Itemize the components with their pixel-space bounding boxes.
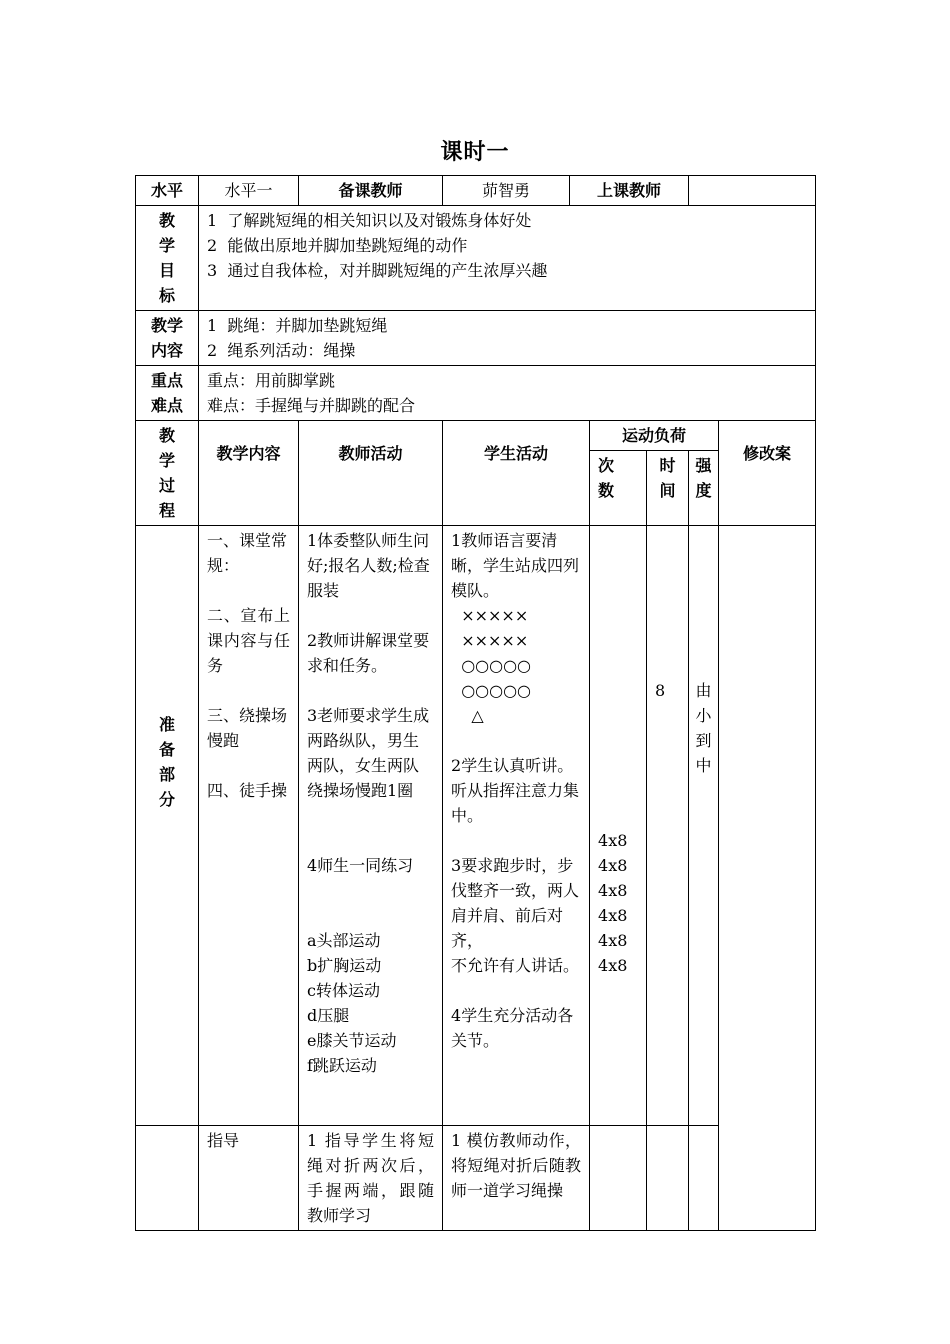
objectives-row bbox=[136, 206, 816, 311]
revision-header: 修改案 bbox=[719, 421, 816, 526]
keypoint-item: 难点：手握绳与并脚跳的配合 bbox=[207, 396, 416, 415]
objective-item: 3 通过自我体检，对并脚跳短绳的产生浓厚兴趣 bbox=[207, 261, 548, 280]
times-value: 4x8 bbox=[598, 931, 628, 950]
student-step: 3要求跑步时，步伐整齐一致，两人肩并肩、前后对齐， bbox=[451, 856, 580, 950]
content-label: 教学 内容 bbox=[136, 311, 199, 366]
prep-row bbox=[136, 526, 816, 1126]
header-row bbox=[136, 176, 816, 206]
teacher-activity-header: 教师活动 bbox=[299, 421, 443, 526]
content-list bbox=[199, 311, 816, 366]
guide-student-activity: 1 模仿教师动作，将短绳对折后随教师一道学习绳操 bbox=[443, 1126, 590, 1231]
prep-duration bbox=[647, 526, 689, 1126]
keypoints-label: 重点 难点 bbox=[136, 366, 199, 421]
lesson-title: 课时一 bbox=[440, 139, 510, 165]
times-header: 次 数 bbox=[590, 451, 647, 526]
prep-content bbox=[199, 526, 299, 1126]
formation-row: △ bbox=[451, 706, 484, 725]
prep-student-activity bbox=[443, 526, 590, 1126]
student-step: 2学生认真听讲。听从指挥注意力集中。 bbox=[451, 756, 580, 825]
exercise-item: f跳跃运动 bbox=[307, 1056, 377, 1075]
load-header: 运动负荷 bbox=[590, 421, 719, 451]
class-teacher-label: 上课教师 bbox=[570, 176, 689, 206]
formation-row: ××××× bbox=[451, 631, 529, 650]
teacher-step: 绕操场慢跑1圈 bbox=[307, 781, 414, 800]
times-value: 4x8 bbox=[598, 856, 628, 875]
prep-content-item: 一、课堂常规： bbox=[207, 531, 288, 575]
student-step: 1教师语言要清晰，学生站成四列模队。 bbox=[451, 531, 580, 600]
exercise-item: c转体运动 bbox=[307, 981, 380, 1000]
teacher-step: 3老师要求学生成两路纵队，男生两队，女生两队 bbox=[307, 706, 430, 775]
keypoint-item: 重点：用前脚掌跳 bbox=[207, 371, 336, 390]
level-label: 水平 bbox=[136, 176, 199, 206]
prep-intensity: 由 小 到 中 bbox=[689, 526, 719, 1126]
formation-row: ××××× bbox=[451, 606, 529, 625]
prep-content-item: 四、徒手操 bbox=[207, 781, 288, 800]
level-value: 水平一 bbox=[199, 176, 299, 206]
formation-row: ○○○○○ bbox=[451, 681, 531, 700]
objective-item: 1 了解跳短绳的相关知识以及对锻炼身体好处 bbox=[207, 211, 532, 230]
formation-row: ○○○○○ bbox=[451, 656, 531, 675]
times-value: 4x8 bbox=[598, 831, 628, 850]
guide-row bbox=[136, 1126, 816, 1231]
revision-cell bbox=[719, 526, 816, 1231]
student-step: 4学生充分活动各关节。 bbox=[451, 1006, 574, 1050]
prep-teacher-value: 茆智勇 bbox=[443, 176, 570, 206]
objectives-list bbox=[199, 206, 816, 311]
exercise-item: a头部运动 bbox=[307, 931, 381, 950]
exercise-item: e膝关节运动 bbox=[307, 1031, 397, 1050]
objectives-label: 教 学 目 标 bbox=[136, 206, 199, 311]
duration-value: 8 bbox=[655, 681, 666, 700]
guide-teacher-activity: 1 指导学生将短绳对折两次后，手握两端，跟随教师学习 bbox=[299, 1126, 443, 1231]
prep-times bbox=[590, 526, 647, 1126]
content-item: 2 绳系列活动：绳操 bbox=[207, 341, 356, 360]
guide-times bbox=[590, 1126, 647, 1231]
times-value: 4x8 bbox=[598, 906, 628, 925]
keypoints-row bbox=[136, 366, 816, 421]
prep-teacher-label: 备课教师 bbox=[299, 176, 443, 206]
exercise-item: d压腿 bbox=[307, 1006, 350, 1025]
prep-content-item: 二、宣布上课内容与任务 bbox=[207, 606, 290, 675]
prep-label: 准 备 部 分 bbox=[136, 526, 199, 1126]
prep-teacher-activity bbox=[299, 526, 443, 1126]
student-step: 不允许有人讲话。 bbox=[451, 956, 580, 975]
keypoints-list bbox=[199, 366, 816, 421]
guide-intensity bbox=[689, 1126, 719, 1231]
times-value: 4x8 bbox=[598, 956, 628, 975]
guide-content: 指导 bbox=[199, 1126, 299, 1231]
lesson-plan-table bbox=[135, 175, 816, 1231]
process-label: 教 学 过 程 bbox=[136, 421, 199, 526]
prep-content-item: 三、绕操场慢跑 bbox=[207, 706, 288, 750]
duration-header: 时 间 bbox=[647, 451, 689, 526]
guide-duration bbox=[647, 1126, 689, 1231]
student-activity-header: 学生活动 bbox=[443, 421, 590, 526]
teacher-step: 2教师讲解课堂要求和任务。 bbox=[307, 631, 430, 675]
intensity-header: 强 度 bbox=[689, 451, 719, 526]
class-teacher-value bbox=[689, 176, 816, 206]
objective-item: 2 能做出原地并脚加垫跳短绳的动作 bbox=[207, 236, 468, 255]
times-value: 4x8 bbox=[598, 881, 628, 900]
teacher-step: 4师生一同练习 bbox=[307, 856, 414, 875]
content-item: 1 跳绳：并脚加垫跳短绳 bbox=[207, 316, 388, 335]
teaching-content-header: 教学内容 bbox=[199, 421, 299, 526]
teacher-step: 1体委整队师生问好;报名人数;检查服装 bbox=[307, 531, 430, 600]
exercise-item: b扩胸运动 bbox=[307, 956, 382, 975]
guide-label-cell bbox=[136, 1126, 199, 1231]
column-header-row bbox=[136, 421, 816, 451]
content-row bbox=[136, 311, 816, 366]
